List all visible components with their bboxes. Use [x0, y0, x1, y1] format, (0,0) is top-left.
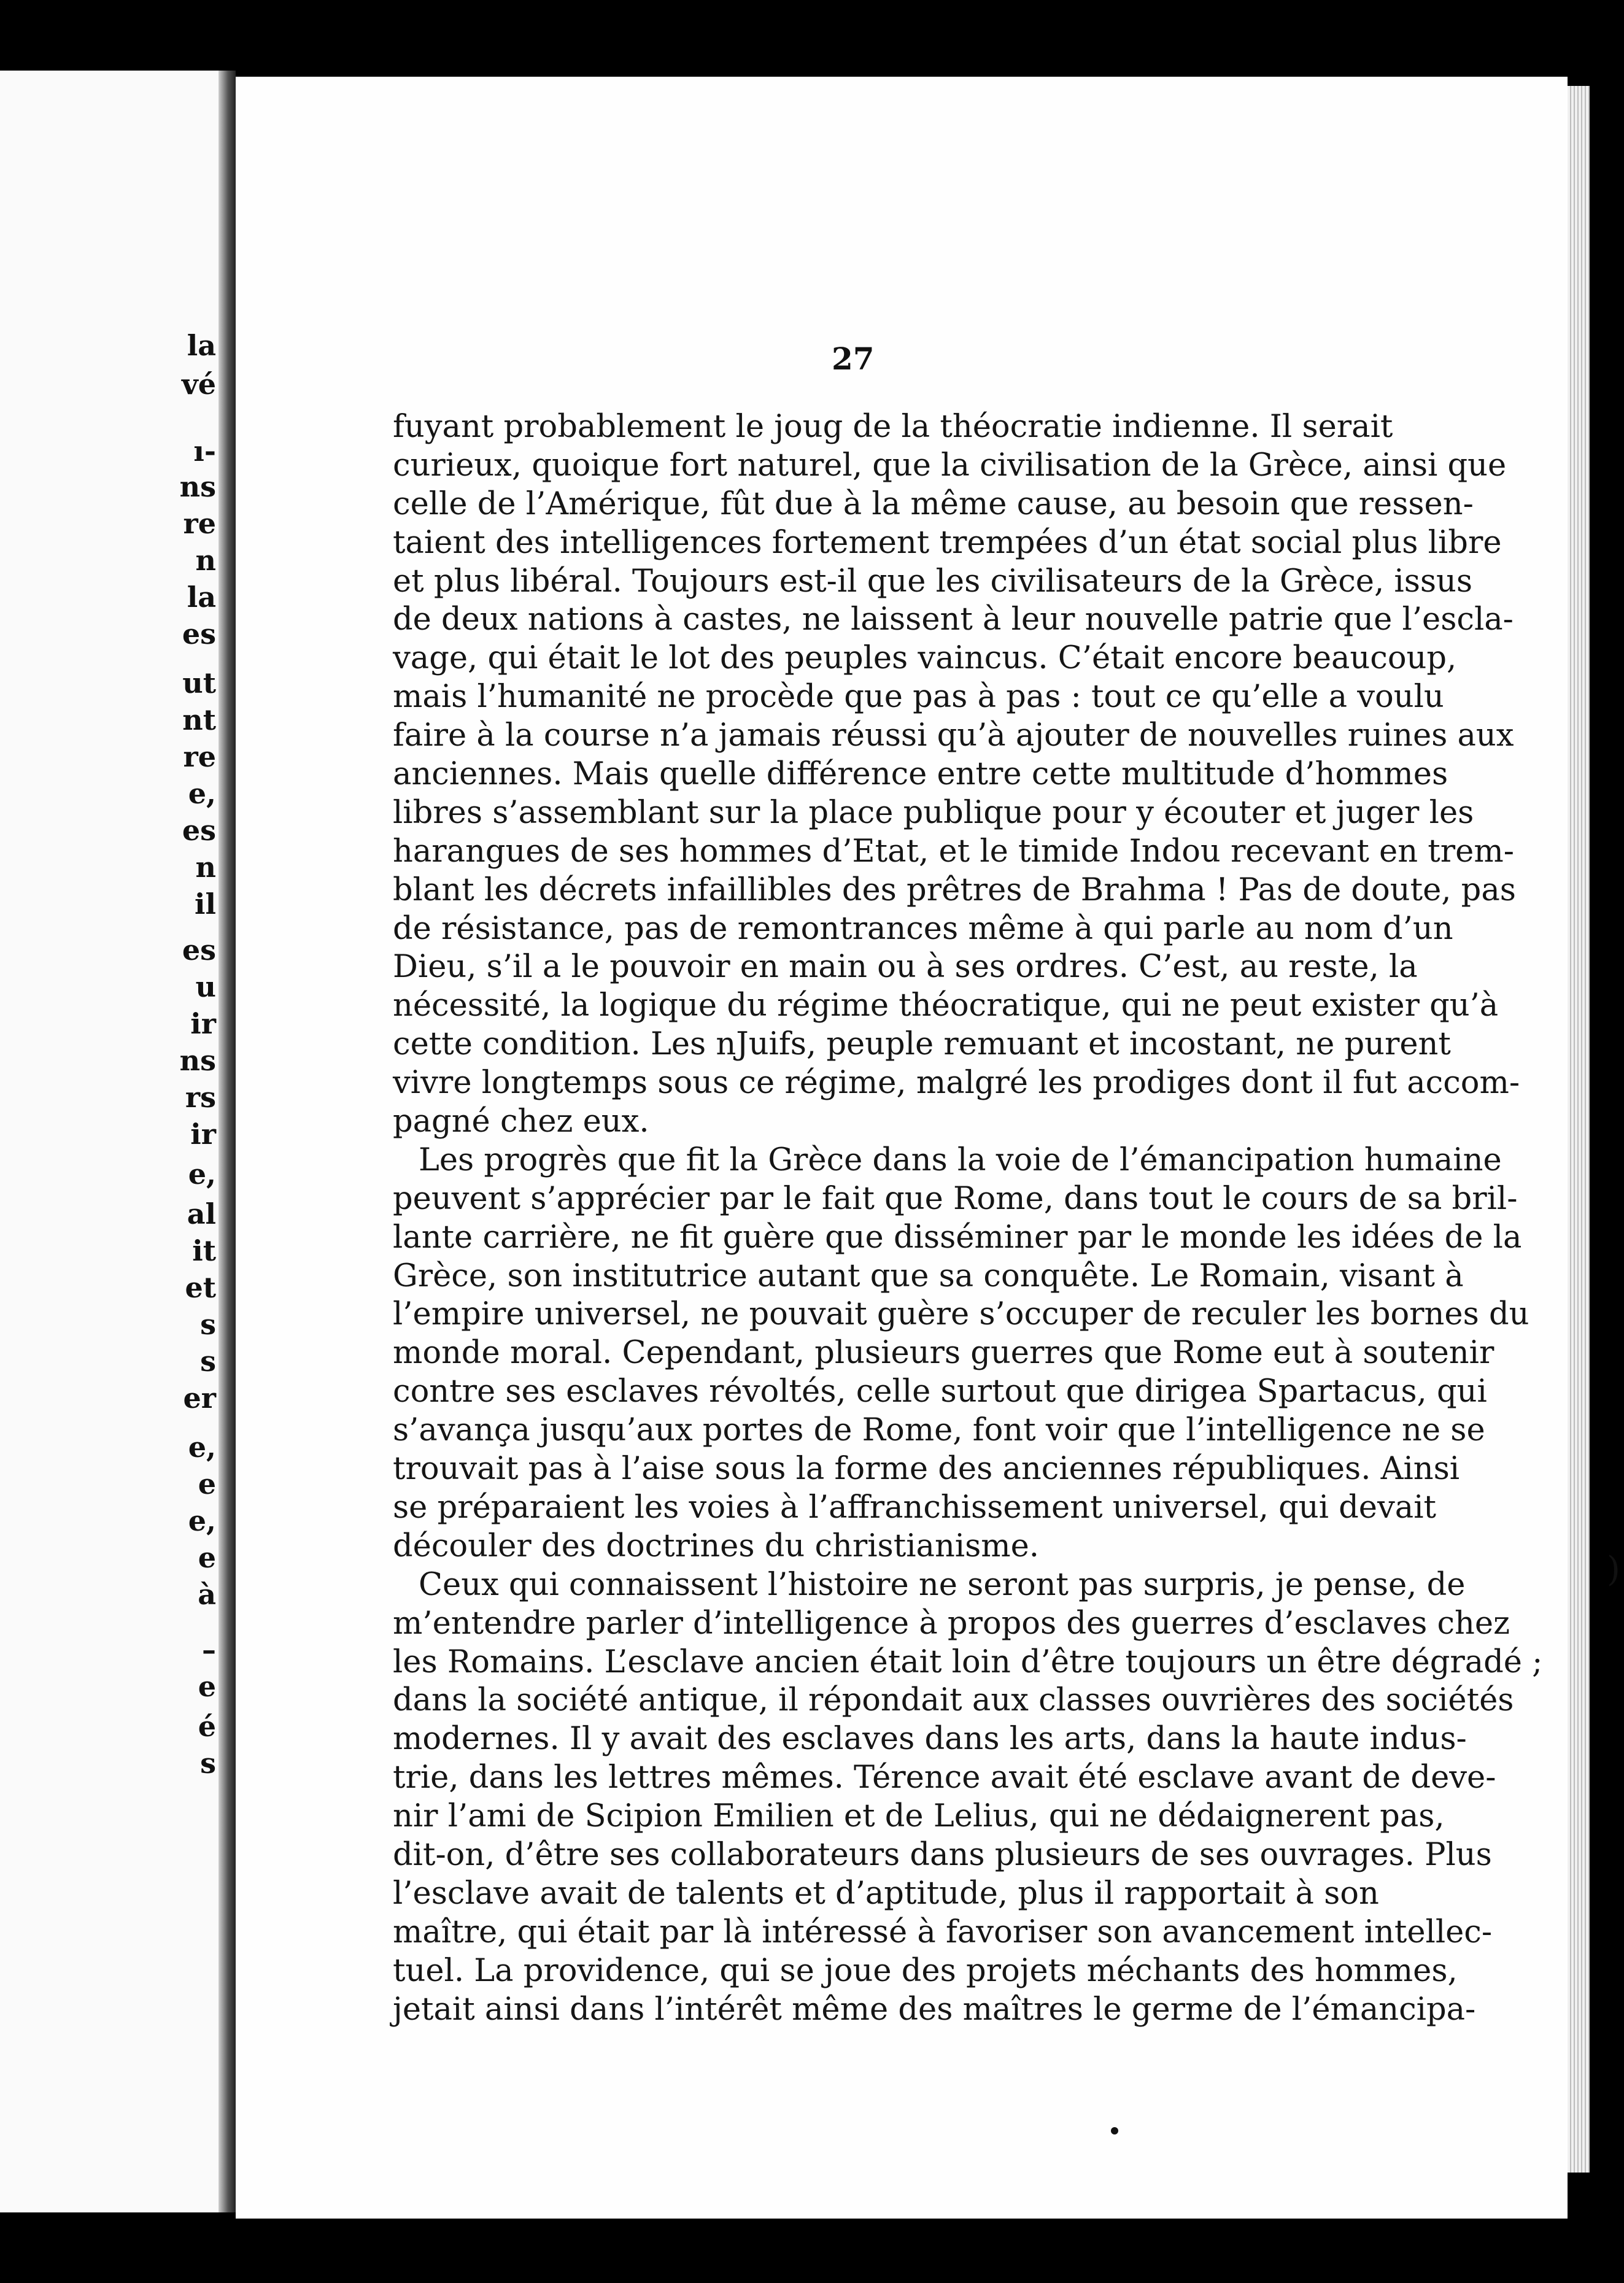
left-page-fragment: e — [198, 1467, 216, 1501]
left-page-fragment: é — [198, 1710, 216, 1743]
text-line: anciennes. Mais quelle différence entre cette multitude d’hommes — [393, 756, 1448, 793]
left-page-fragment: es — [182, 814, 216, 847]
text-line: de résistance, pas de remontrances même à qui parle au nom d’un — [393, 910, 1453, 947]
text-line: m’entendre parler d’intelligence à propos des guerres d’esclaves chez — [393, 1605, 1510, 1642]
left-page-fragment: n — [195, 851, 216, 884]
text-line: Dieu, s’il a le pouvoir en main ou à ses ordres. C’est, au reste, la — [393, 949, 1418, 986]
text-line: lante carrière, ne fit guère que disséminer par le monde les idées de la — [393, 1219, 1522, 1256]
left-page-fragment: es — [182, 617, 216, 651]
text-line: maître, qui était par là intéressé à favoriser son avancement intellec- — [393, 1914, 1493, 1950]
text-line: pagné chez eux. — [393, 1103, 649, 1140]
left-page-fragment: ut — [182, 666, 216, 700]
text-line: faire à la course n’a jamais réussi qu’à ajouter de nouvelles ruines aux — [393, 717, 1514, 754]
text-line: celle de l’Amérique, fût due à la même cause, au besoin que ressen- — [393, 485, 1474, 522]
text-line: se préparaient les voies à l’affranchissement universel, qui devait — [393, 1489, 1437, 1526]
text-line: libres s’assemblant sur la place publique pour y écouter et juger les — [393, 794, 1474, 831]
left-page-fragment: s — [200, 1747, 216, 1780]
text-line: Ceux qui connaissent l’histoire ne seront pas surpris, je pense, de — [419, 1566, 1466, 1603]
left-page-fragment: ns — [179, 470, 216, 503]
left-page-fragment: la — [187, 581, 216, 614]
left-page-fragment: es — [182, 933, 216, 967]
text-line: vage, qui était le lot des peuples vaincus. C’était encore beaucoup, — [393, 640, 1457, 677]
left-page-fragment: u — [195, 970, 216, 1003]
left-page-fragment: e, — [188, 777, 216, 810]
text-line: s’avança jusqu’aux portes de Rome, font voir que l’intelligence ne se — [393, 1412, 1485, 1449]
text-line: dans la société antique, il répondait aux classes ouvrières des sociétés — [393, 1682, 1514, 1719]
margin-mark: ) — [1607, 1550, 1620, 1590]
text-line: les Romains. L’esclave ancien était loin d’être toujours un être dégradé ; — [393, 1644, 1543, 1680]
left-page-fragment: e — [198, 1541, 216, 1574]
text-line: curieux, quoique fort naturel, que la civilisation de la Grèce, ainsi que — [393, 447, 1507, 484]
previous-page-edge — [0, 71, 218, 2212]
left-page-fragment: s — [200, 1308, 216, 1341]
text-line: blant les décrets infaillibles des prêtres de Brahma ! Pas de doute, pas — [393, 871, 1516, 908]
text-line: contre ses esclaves révoltés, celle surtout que dirigea Spartacus, qui — [393, 1373, 1487, 1410]
left-page-fragment: ir — [190, 1007, 216, 1040]
left-page-fragment: il — [195, 887, 216, 921]
left-page-fragment: it — [192, 1234, 216, 1267]
left-page-fragment: ir — [190, 1118, 216, 1151]
text-line: Les progrès que fit la Grèce dans la voie de l’émancipation humaine — [419, 1142, 1502, 1178]
text-line: peuvent s’apprécier par le fait que Rome, dans tout le cours de sa bril- — [393, 1180, 1518, 1217]
body-text — [393, 408, 1543, 2029]
text-line: de deux nations à castes, ne laissent à leur nouvelle patrie que l’escla- — [393, 601, 1514, 638]
text-line: monde moral. Cependant, plusieurs guerres que Rome eut à soutenir — [393, 1335, 1494, 1372]
left-page-fragment: la — [187, 329, 216, 362]
text-line: modernes. Il y avait des esclaves dans les arts, dans la haute indus- — [393, 1721, 1467, 1758]
left-page-fragment: vé — [182, 368, 216, 401]
text-line: fuyant probablement le joug de la théocratie indienne. Il serait — [393, 409, 1393, 445]
left-page-fragment: er — [183, 1381, 216, 1415]
text-line: dit-on, d’être ses collaborateurs dans plusieurs de ses ouvrages. Plus — [393, 1836, 1492, 1873]
left-page-fragment: s — [200, 1345, 216, 1378]
left-page-fragment: e, — [188, 1157, 216, 1191]
text-line: et plus libéral. Toujours est-il que les civilisateurs de la Grèce, issus — [393, 563, 1473, 600]
text-line: vivre longtemps sous ce régime, malgré les prodiges dont il fut accom- — [393, 1065, 1520, 1102]
left-page-fragment: e, — [188, 1431, 216, 1464]
left-page-fragment: ns — [179, 1044, 216, 1077]
left-page-fragment: al — [187, 1197, 216, 1230]
text-line: nir l’ami de Scipion Emilien et de Lelius, qui ne dédaignerent pas, — [393, 1798, 1445, 1835]
text-line: trie, dans les lettres mêmes. Térence avait été esclave avant de deve- — [393, 1760, 1496, 1796]
book-gutter — [218, 71, 236, 2212]
text-line: découler des doctrines du christianisme. — [393, 1528, 1040, 1564]
text-line: jetait ainsi dans l’intérêt même des maîtres le germe de l’émancipa- — [393, 1991, 1476, 2028]
left-page-fragment: et — [185, 1271, 216, 1304]
left-page-fragment: ı- — [193, 435, 216, 468]
text-line: mais l’humanité ne procède que pas à pas : tout ce qu’elle a voulu — [393, 679, 1444, 716]
left-page-fragment: e — [198, 1670, 216, 1703]
text-line: tuel. La providence, qui se joue des projets méchants des hommes, — [393, 1952, 1458, 1989]
left-page-fragment: à — [198, 1578, 216, 1611]
left-page-fragment: re — [183, 740, 216, 773]
text-line: l’empire universel, ne pouvait guère s’occuper de reculer les bornes du — [393, 1296, 1529, 1333]
text-line: harangues de ses hommes d’Etat, et le timide Indou recevant en trem- — [393, 833, 1514, 870]
text-line: taient des intelligences fortement trempées d’un état social plus libre — [393, 524, 1502, 561]
left-page-fragment: rs — [185, 1081, 216, 1114]
text-line: trouvait pas à l’aise sous la forme des anciennes républiques. Ainsi — [393, 1451, 1460, 1488]
left-page-fragment: e, — [188, 1504, 216, 1537]
page-edges — [1568, 86, 1590, 2173]
ink-speck — [1111, 2127, 1118, 2134]
text-line: Grèce, son institutrice autant que sa conquête. Le Romain, visant à — [393, 1257, 1464, 1294]
text-line: cette condition. Les nJuifs, peuple remuant et incostant, ne purent — [393, 1026, 1451, 1063]
left-page-fragment: re — [183, 507, 216, 540]
page-number: 27 — [832, 341, 875, 377]
left-page-fragment: n — [195, 544, 216, 577]
left-page-fragment: – — [202, 1633, 216, 1666]
text-line: nécessité, la logique du régime théocratique, qui ne peut exister qu’à — [393, 987, 1499, 1024]
left-page-fragment: nt — [182, 703, 216, 736]
text-line: l’esclave avait de talents et d’aptitude, plus il rapportait à son — [393, 1875, 1379, 1912]
